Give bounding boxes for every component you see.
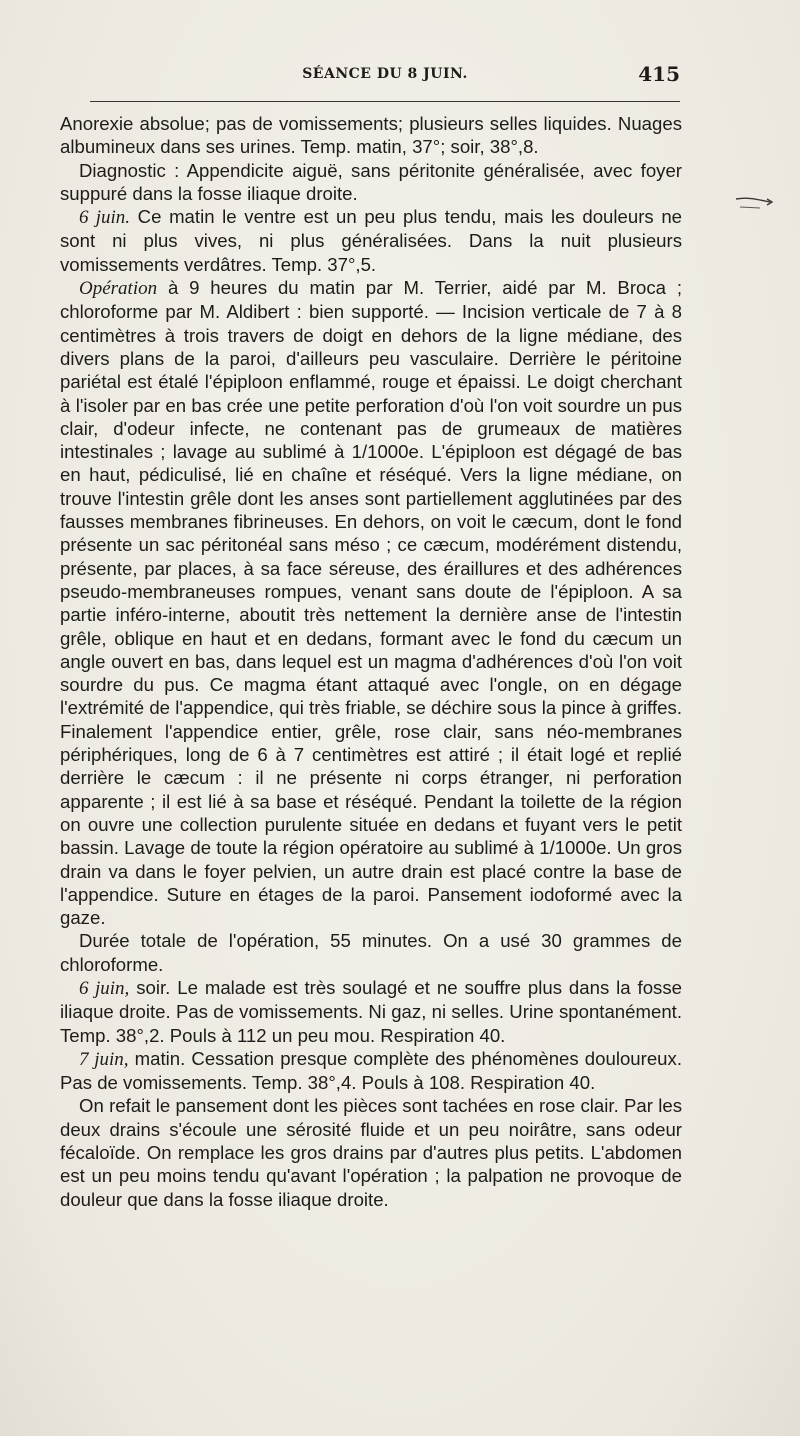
paragraph-text: Durée totale de l'opération, 55 minutes. On a usé 30 grammes de chloroforme. [60,930,682,975]
paragraph [60,929,682,976]
paragraph [60,159,682,206]
paragraph-text: matin. Cessation presque complète des phénomènes douloureux. Pas de vomissements. Temp. 38°,4. Pouls à 108. Respiration 40. [60,1047,682,1094]
page-header [90,62,680,92]
page-number: 415 [638,62,680,86]
paragraph-text: Anorexie absolue; pas de vomissements; plusieurs selles liquides. Nuages albumineux dans ses urines. Temp. matin, 37°; soir, 38°,8. [60,113,682,158]
section-lead: Opération [79,278,158,300]
date-lead: 7 juin, [79,1048,129,1070]
paragraph-text: On refait le pansement dont les pièces sont tachées en rose clair. Par les deux drains s'écoule une sérosité fluide et un peu noirâtre, sans odeur fécaloïde. On remplace les gros drains par d'autres plus petits. L'abdomen est un peu moins tendu qu'avant l'opération ; la palpation ne provoque de douleur que dans la fosse iliaque droite. [60,1095,682,1210]
header-rule [90,101,680,102]
paragraph-text: Diagnostic : Appendicite aiguë, sans péritonite généralisée, avec foyer suppuré dans la fosse iliaque droite. [60,159,682,204]
paragraph-text: Ce matin le ventre est un peu plus tendu, mais les douleurs ne sont ni plus vives, ni plus généralisées. Dans la nuit plusieurs vomissements verdâtres. Temp. 37°,5. [60,206,683,275]
paragraph-text: soir. Le malade est très soulagé et ne souffre plus dans la fosse iliaque droite. Pas de vomissements. Ni gaz, ni selles. Urine spontanément. Temp. 38°,2. Pouls à 112 un peu mou. Respiration 40. [60,976,682,1046]
paragraph [60,112,682,159]
margin-pencil-mark [734,193,784,211]
body-text [60,112,682,1211]
running-title: SÉANCE DU 8 JUIN. [302,66,468,82]
paragraph-text: à 9 heures du matin par M. Terrier, aidé par M. Broca ; chloroforme par M. Aldibert : bien supporté. — Incision verticale de 7 à 8 centimètres à trois travers de doigt en dehors de la ligne médiane, des divers plans de la paroi, d'ailleurs peu vasculaire. Derrière le péritoine pariétal est étalé l'épiploon enflammé, rouge et épaissi. Le doigt cherchant à l'isoler par en bas crée une petite perforation d'où l'on voit sourdre un pus clair, d'odeur infecte, ne contenant pas de grumeaux de matières intestinales ; lavage au sublimé à 1/1000e. L'épiploon est dégagé de bas en haut, pédiculisé, lié en chaîne et réséqué. Vers la ligne médiane, on trouve l'intestin grêle dont les anses sont partiellement agglutinées par des fausses membranes fibrineuses. En dehors, on voit le cæcum, dont le fond présente un sac péritonéal sans méso ; ce cæcum, modérément distendu, présente, par places, à sa face séreuse, des éraillures et des adhérences pseudo-membraneuses rompues, venant sans doute de l'épiploon. A sa partie inféro-interne, aboutit très nettement la dernière anse de l'intestin grêle, oblique en haut et en dedans, formant avec le fond du cæcum un angle ouvert en bas, dans lequel est un magma d'adhérences d'où l'on voit sourdre du pus. Ce magma étant attaqué avec l'ongle, on en dégage l'extrémité de l'appendice, qui très friable, se déchire sous la pince à griffes. Finalement l'appendice entier, grêle, rose clair, sans néo-membranes périphériques, long de 6 à 7 centimètres est attiré ; il était logé et replié derrière le cæcum : il ne présente ni corps étranger, ni perforation apparente ; il est lié à sa base et réséqué. Pendant la toilette de la région on ouvre une collection purulente située en dedans et fuyant vers le petit bassin. Lavage de toute la région opératoire au sublimé à 1/1000e. Un gros drain va dans le foyer pelvien, un autre drain est placé contre la base de l'appendice. Suture en étages de la paroi. Pansement iodoformé avec la gaze. [60,277,682,929]
paragraph [60,205,682,276]
paragraph [60,976,682,1047]
paragraph [60,1094,682,1210]
paragraph [60,276,682,929]
date-lead: 6 juin, [79,977,130,999]
paragraph [60,1047,682,1095]
date-lead: 6 juin. [79,207,131,229]
